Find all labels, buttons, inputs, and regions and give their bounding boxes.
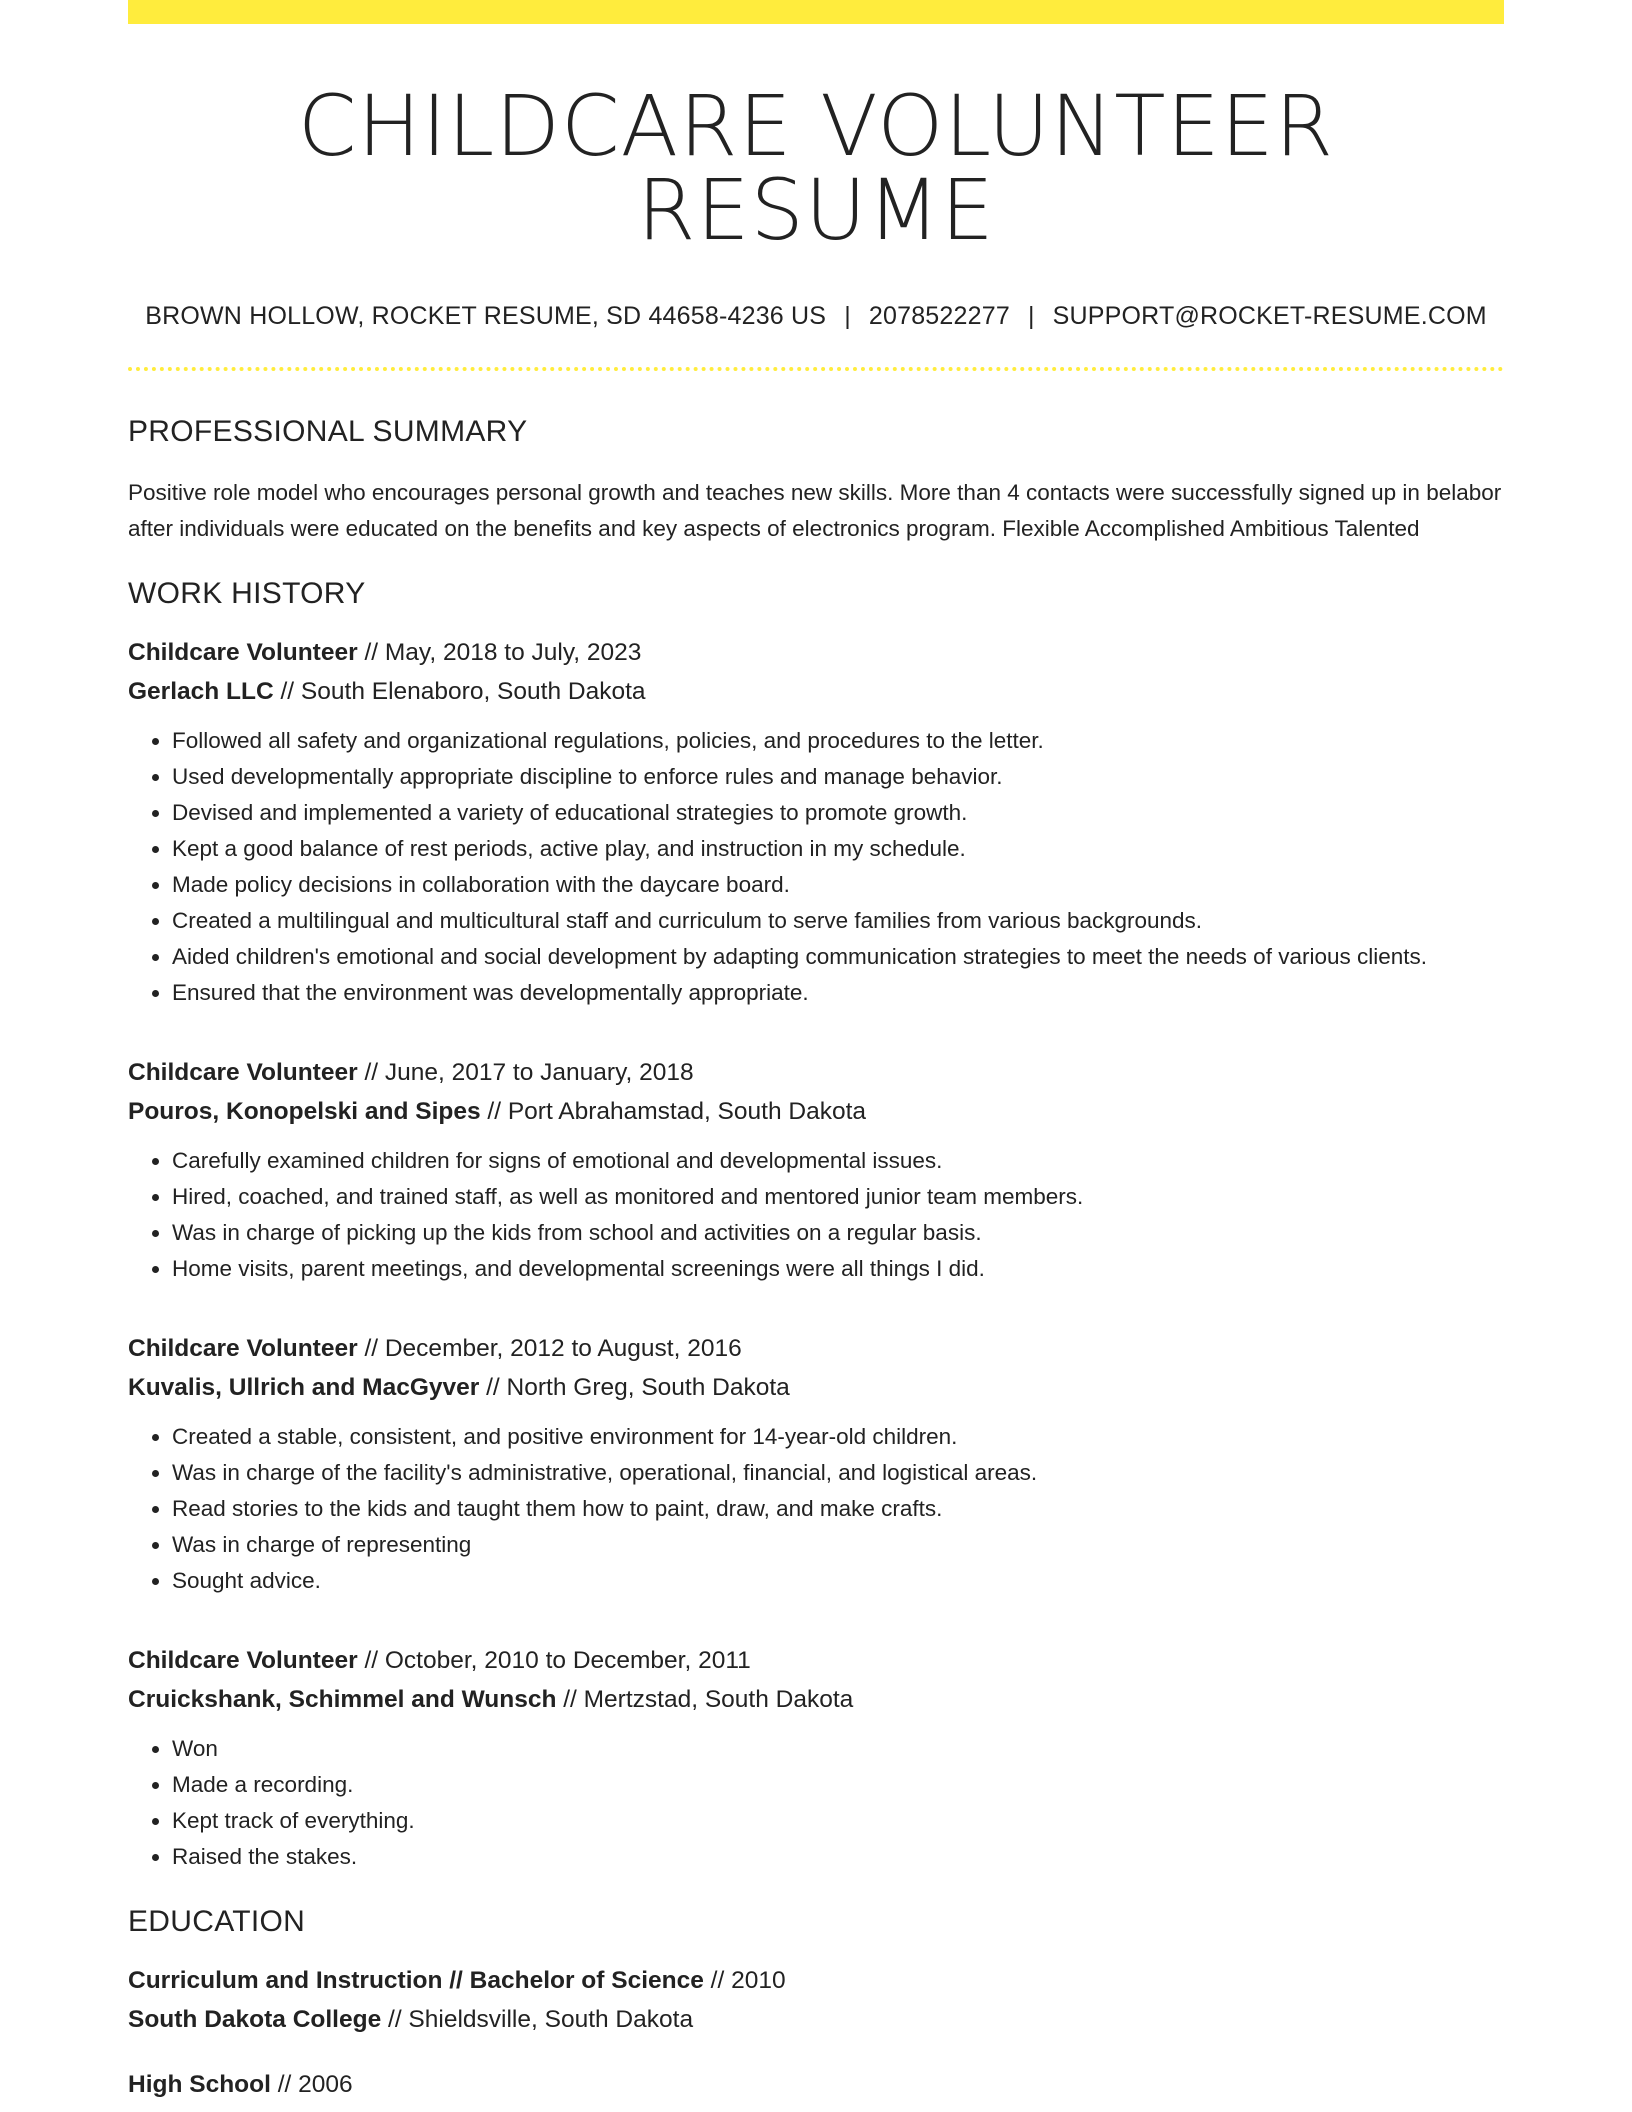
education-location: // Shieldsville, South Dakota xyxy=(381,2006,694,2033)
duty-item: • Was in charge of representing xyxy=(172,1527,1504,1563)
education-school: South Dakota College xyxy=(128,2006,382,2033)
job-company: Pouros, Konopelski and Sipes xyxy=(128,1098,481,1125)
education-entry xyxy=(128,1961,1504,2039)
job-company: Gerlach LLC xyxy=(128,678,274,705)
duty-item: • Used developmentally appropriate discipline to enforce rules and manage behavior. xyxy=(172,759,1504,795)
job-dates: // December, 2012 to August, 2016 xyxy=(357,1335,742,1362)
duty-item: • Made a recording. xyxy=(172,1767,1504,1803)
job-company: Kuvalis, Ullrich and MacGyver xyxy=(128,1374,480,1401)
job-role-line xyxy=(128,1053,1504,1092)
duty-item: • Kept a good balance of rest periods, active play, and instruction in my schedule. xyxy=(172,831,1504,867)
duty-item: • Followed all safety and organizational regulations, policies, and procedures to the letter. xyxy=(172,723,1504,759)
job-company-line xyxy=(128,672,1504,711)
section-title-work-history: WORK HISTORY xyxy=(128,577,366,610)
duty-item: • Was in charge of the facility's administrative, operational, financial, and logistical areas. xyxy=(172,1455,1504,1491)
contact-separator: | xyxy=(844,302,851,330)
duty-item: • Created a stable, consistent, and positive environment for 14-year-old children. xyxy=(172,1419,1504,1455)
duty-item: • Devised and implemented a variety of educational strategies to promote growth. xyxy=(172,795,1504,831)
contact-separator: | xyxy=(1027,302,1035,330)
duty-item: • Hired, coached, and trained staff, as well as monitored and mentored junior team members. xyxy=(172,1179,1504,1215)
job-company-line xyxy=(128,1368,1504,1407)
resume-page xyxy=(128,0,1504,2104)
duty-list xyxy=(128,723,1504,1011)
top-accent-bar xyxy=(128,0,1504,24)
job-entry xyxy=(128,1641,1504,1875)
job-role-line xyxy=(128,1329,1504,1368)
duty-item: • Made policy decisions in collaboration with the daycare board. xyxy=(172,867,1504,903)
job-role: Childcare Volunteer xyxy=(128,1647,358,1674)
job-location: // Port Abrahamstad, South Dakota xyxy=(480,1098,867,1125)
section-title-summary: PROFESSIONAL SUMMARY xyxy=(128,415,528,448)
job-company: Cruickshank, Schimmel and Wunsch xyxy=(128,1686,557,1713)
resume-title: CHILDCARE VOLUNTEER RESUME xyxy=(297,77,1335,259)
duty-item: • Ensured that the environment was developmentally appropriate. xyxy=(172,975,1504,1011)
education-degree-line xyxy=(128,2065,1504,2104)
summary-text: Positive role model who encourages personal growth and teaches new skills. More than 4 contacts were successfully signed up in belabor after individuals were educated on the benefits and key aspects of electronics program. Flexible Accomplished Ambitious Talented xyxy=(128,480,1502,541)
job-entry xyxy=(128,1053,1504,1287)
job-location: // North Greg, South Dakota xyxy=(479,1374,790,1401)
duty-list xyxy=(128,1731,1504,1875)
duty-item: • Sought advice. xyxy=(172,1563,1504,1599)
education-year: // 2006 xyxy=(270,2071,353,2098)
duty-item: • Home visits, parent meetings, and developmental screenings were all things I did. xyxy=(172,1251,1504,1287)
education-degree: Curriculum and Instruction // Bachelor of Science xyxy=(128,1967,704,1994)
education-entry xyxy=(128,2065,1504,2104)
job-role: Childcare Volunteer xyxy=(128,1059,358,1086)
job-role: Childcare Volunteer xyxy=(128,639,358,666)
duty-item: • Read stories to the kids and taught them how to paint, draw, and make crafts. xyxy=(172,1491,1504,1527)
education-degree-line xyxy=(128,1961,1504,2000)
job-dates: // October, 2010 to December, 2011 xyxy=(357,1647,751,1674)
education-year: // 2010 xyxy=(703,1967,786,1994)
education-school-line xyxy=(128,2000,1504,2039)
job-role-line xyxy=(128,633,1504,672)
duty-item: • Created a multilingual and multicultural staff and curriculum to serve families from various backgrounds. xyxy=(172,903,1504,939)
job-company-line xyxy=(128,1680,1504,1719)
job-location: // Mertzstad, South Dakota xyxy=(556,1686,854,1713)
duty-item: • Carefully examined children for signs of emotional and developmental issues. xyxy=(172,1143,1504,1179)
duty-item: • Aided children's emotional and social development by adapting communication strategies to meet the needs of various clients. xyxy=(172,939,1504,975)
dotted-divider xyxy=(128,367,1504,371)
job-entry xyxy=(128,633,1504,1011)
duty-item: • Kept track of everything. xyxy=(172,1803,1504,1839)
contact-email[interactable]: SUPPORT@ROCKET-RESUME.COM xyxy=(1052,302,1487,330)
duty-list xyxy=(128,1143,1504,1287)
contact-line xyxy=(128,302,1504,331)
job-dates: // May, 2018 to July, 2023 xyxy=(357,639,642,666)
job-entry xyxy=(128,1329,1504,1599)
job-role: Childcare Volunteer xyxy=(128,1335,358,1362)
duty-item: • Won xyxy=(172,1731,1504,1767)
education-degree: High School xyxy=(128,2071,271,2098)
section-title-education: EDUCATION xyxy=(128,1905,306,1938)
contact-address: BROWN HOLLOW, ROCKET RESUME, SD 44658-4236 US xyxy=(145,302,827,330)
job-dates: // June, 2017 to January, 2018 xyxy=(357,1059,694,1086)
job-company-line xyxy=(128,1092,1504,1131)
job-location: // South Elenaboro, South Dakota xyxy=(273,678,646,705)
contact-phone: 2078522277 xyxy=(868,302,1010,330)
duty-list xyxy=(128,1419,1504,1599)
duty-item: • Was in charge of picking up the kids from school and activities on a regular basis. xyxy=(172,1215,1504,1251)
job-role-line xyxy=(128,1641,1504,1680)
duty-item: • Raised the stakes. xyxy=(172,1839,1504,1875)
